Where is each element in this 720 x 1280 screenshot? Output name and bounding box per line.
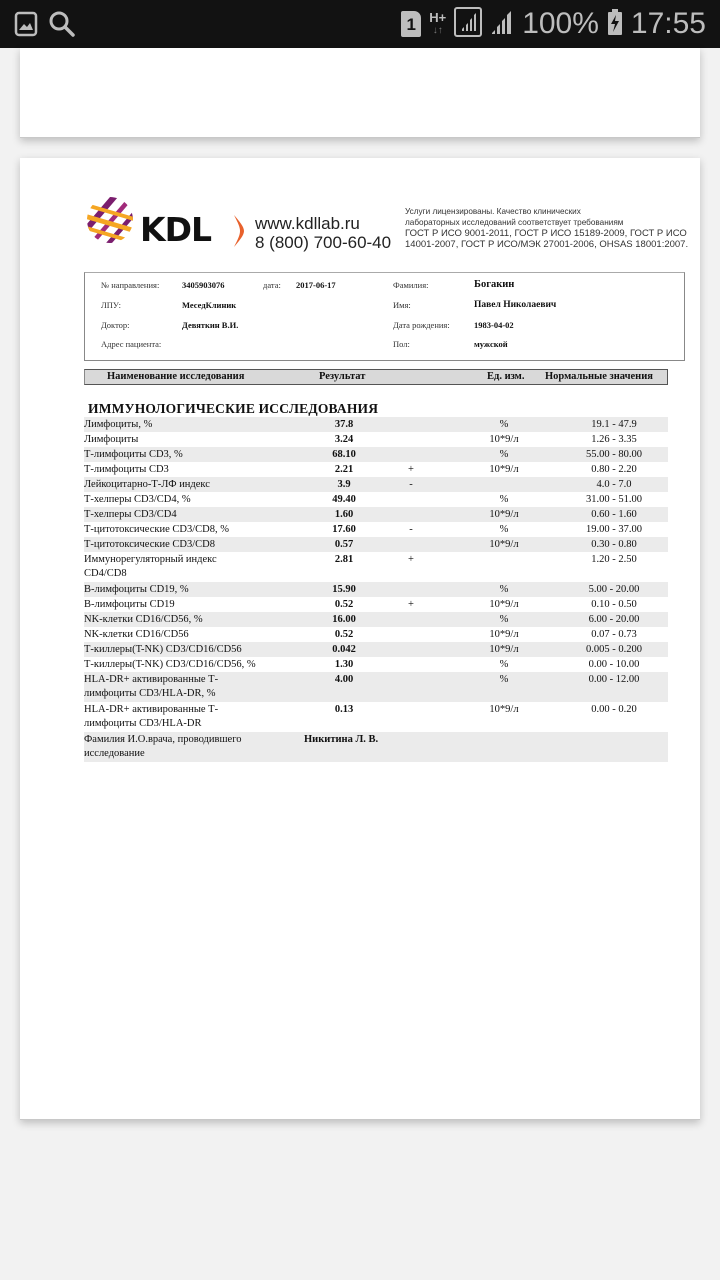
test-name: В-лимфоциты CD19 <box>84 599 175 610</box>
test-result: 49.40 <box>332 494 356 505</box>
test-name: Лейкоцитарно-Т-ЛФ индекс <box>84 479 210 490</box>
results-table <box>84 417 668 762</box>
test-name: Т-киллеры(T-NK) CD3/CD16/CD56 <box>84 644 242 655</box>
battery-charging-icon <box>607 8 623 41</box>
column-header-name: Наименование исследования <box>107 371 245 382</box>
test-result: 0.52 <box>334 599 354 610</box>
license-line: Услуги лицензированы. Качество клинических <box>405 207 581 216</box>
doctor-label-line1: Фамилия И.О.врача, проводившего <box>84 734 242 745</box>
doctor-row <box>84 732 668 762</box>
status-bar <box>0 0 720 48</box>
test-result: 1.60 <box>334 509 354 520</box>
referral-label: № направления: <box>101 280 160 290</box>
test-flag: - <box>409 524 413 535</box>
patient-info-box <box>84 272 685 361</box>
test-norm: 0.00 - 10.00 <box>588 659 640 670</box>
signal-sim1-icon <box>454 7 482 42</box>
sim-card-icon: 1 <box>401 11 421 37</box>
test-norm: 6.00 - 20.00 <box>588 614 640 625</box>
table-row <box>84 477 668 492</box>
test-norm: 0.07 - 0.73 <box>591 629 637 640</box>
table-row <box>84 552 668 582</box>
test-norm: 0.10 - 0.50 <box>591 599 637 610</box>
clock: 17:55 <box>630 7 706 40</box>
column-header-norm: Нормальные значения <box>545 371 653 382</box>
gallery-icon <box>14 11 38 42</box>
license-note <box>405 206 695 250</box>
address-label: Адрес пациента: <box>101 339 162 349</box>
test-name-line1: HLA-DR+ активированные Т- <box>84 674 219 685</box>
test-norm: 31.00 - 51.00 <box>586 494 642 505</box>
search-icon <box>48 10 76 43</box>
test-unit: 10*9/л <box>489 509 519 520</box>
test-unit: % <box>499 584 509 595</box>
column-header-result: Результат <box>319 371 366 382</box>
test-result: 17.60 <box>332 524 356 535</box>
test-unit: 10*9/л <box>489 704 519 715</box>
test-result: 2.21 <box>334 464 354 475</box>
surname-label: Фамилия: <box>393 280 429 290</box>
test-unit: % <box>499 524 509 535</box>
test-norm: 19.1 - 47.9 <box>591 419 637 430</box>
test-unit: % <box>499 419 509 430</box>
test-name: Лимфоциты, % <box>84 419 153 430</box>
table-row <box>84 702 668 732</box>
performing-doctor: Никитина Л. В. <box>304 734 379 745</box>
table-row <box>84 627 668 642</box>
kdl-globe-logo-icon <box>86 194 134 246</box>
table-row <box>84 447 668 462</box>
table-row <box>84 417 668 432</box>
contact-block <box>255 214 391 252</box>
phone-number: 8 (800) 700-60-40 <box>255 233 392 252</box>
test-name: Т-киллеры(T-NK) CD3/CD16/CD56, % <box>84 659 256 670</box>
test-norm: 19.00 - 37.00 <box>586 524 642 535</box>
test-name: Т-лимфоциты CD3 <box>84 464 169 475</box>
license-line: ГОСТ Р ИСО 9001-2011, ГОСТ Р ИСО 15189-2009, ГОСТ Р ИСО <box>405 228 687 239</box>
test-name-line2: CD4/CD8 <box>84 568 127 579</box>
test-name-line1: HLA-DR+ активированные Т- <box>84 704 219 715</box>
chevron-logo-icon <box>232 214 246 248</box>
test-result: 1.30 <box>334 659 354 670</box>
document-page-previous[interactable] <box>20 48 700 138</box>
column-header-unit: Ед. изм. <box>487 371 525 382</box>
test-norm: 1.20 - 2.50 <box>591 554 637 565</box>
test-norm: 0.00 - 0.20 <box>591 704 637 715</box>
test-name-line1: Иммунорегуляторный индекс <box>84 554 217 565</box>
date-label: дата: <box>263 280 281 290</box>
table-row <box>84 582 668 597</box>
dob-label: Дата рождения: <box>393 320 450 330</box>
dob-value: 1983-04-02 <box>474 320 514 330</box>
test-unit: % <box>499 494 509 505</box>
test-unit: 10*9/л <box>489 644 519 655</box>
test-unit: 10*9/л <box>489 629 519 640</box>
test-result: 4.00 <box>334 674 354 685</box>
name-value: Павел Николаевич <box>474 300 557 310</box>
doctor-label-line2: исследование <box>84 748 145 759</box>
test-result: 0.57 <box>334 539 354 550</box>
document-page[interactable] <box>20 158 700 1120</box>
test-norm: 4.0 - 7.0 <box>596 479 632 490</box>
test-name: В-лимфоциты CD19, % <box>84 584 189 595</box>
test-name: Т-цитотоксические CD3/CD8 <box>84 539 215 550</box>
test-unit: 10*9/л <box>489 464 519 475</box>
test-name: Лимфоциты <box>84 434 139 445</box>
test-name-line2: лимфоциты CD3/HLA-DR <box>84 718 202 729</box>
test-unit: % <box>499 614 509 625</box>
doctor-value: Девяткин В.И. <box>182 320 239 330</box>
table-row <box>84 462 668 477</box>
table-row <box>84 657 668 672</box>
test-norm: 0.00 - 12.00 <box>588 674 640 685</box>
test-name <box>84 703 284 731</box>
test-name-line2: лимфоциты CD3/HLA-DR, % <box>84 688 216 699</box>
test-result: 3.9 <box>337 479 351 490</box>
test-result: 37.8 <box>334 419 354 430</box>
table-row <box>84 672 668 702</box>
test-name: Т-цитотоксические CD3/CD8, % <box>84 524 229 535</box>
test-norm: 0.30 - 0.80 <box>591 539 637 550</box>
website-link[interactable]: www.kdllab.ru <box>255 214 360 233</box>
lpu-value: МеседКлиник <box>182 300 237 310</box>
test-result: 0.52 <box>334 629 354 640</box>
table-row <box>84 612 668 627</box>
sex-label: Пол: <box>393 339 410 349</box>
test-flag: + <box>408 554 414 565</box>
test-flag: + <box>408 599 414 610</box>
test-norm: 0.80 - 2.20 <box>591 464 637 475</box>
test-flag: - <box>409 479 413 490</box>
test-flag: + <box>408 464 414 475</box>
license-line: лабораторных исследований соответствует требованиям <box>405 218 624 227</box>
license-line: 14001-2007, ГОСТ Р ИСО/МЭК 27001-2006, OHSAS 18001:2007. <box>405 239 689 250</box>
referral-value: 3405903076 <box>182 280 225 290</box>
test-norm: 0.005 - 0.200 <box>586 644 642 655</box>
test-unit: % <box>499 674 509 685</box>
test-result: 0.042 <box>332 644 356 655</box>
signal-sim2-icon <box>490 8 514 41</box>
test-norm: 55.00 - 80.00 <box>586 449 642 460</box>
network-type-icon: H+ ↓↑ <box>429 10 447 36</box>
test-result: 0.13 <box>334 704 354 715</box>
doctor-row-label <box>84 733 284 761</box>
table-row <box>84 492 668 507</box>
table-row <box>84 597 668 612</box>
test-name: NK-клетки CD16/CD56, % <box>84 614 203 625</box>
date-value: 2017-06-17 <box>296 280 336 290</box>
test-unit: 10*9/л <box>489 434 519 445</box>
section-title: ИММУНОЛОГИЧЕСКИЕ ИССЛЕДОВАНИЯ <box>88 401 379 416</box>
table-row <box>84 507 668 522</box>
test-unit: % <box>499 449 509 460</box>
test-result: 3.24 <box>334 434 354 445</box>
battery-percent: 100% <box>522 7 599 40</box>
test-result: 68.10 <box>332 449 356 460</box>
table-row <box>84 642 668 657</box>
test-result: 2.81 <box>334 554 354 565</box>
test-unit: 10*9/л <box>489 539 519 550</box>
test-unit: % <box>499 659 509 670</box>
test-name: Т-лимфоциты CD3, % <box>84 449 183 460</box>
test-norm: 5.00 - 20.00 <box>588 584 640 595</box>
test-norm: 0.60 - 1.60 <box>591 509 637 520</box>
test-result: 16.00 <box>332 614 356 625</box>
table-row <box>84 522 668 537</box>
test-name <box>84 673 284 701</box>
table-row <box>84 432 668 447</box>
test-result: 15.90 <box>332 584 356 595</box>
test-name: Т-хелперы CD3/CD4 <box>84 509 177 520</box>
brand-name: KDL <box>140 210 211 249</box>
lpu-label: ЛПУ: <box>101 300 121 310</box>
sex-value: мужской <box>474 339 508 349</box>
test-name: Т-хелперы CD3/CD4, % <box>84 494 191 505</box>
results-table-header <box>84 369 668 385</box>
test-name: NK-клетки CD16/CD56 <box>84 629 189 640</box>
test-unit: 10*9/л <box>489 599 519 610</box>
table-row <box>84 537 668 552</box>
test-norm: 1.26 - 3.35 <box>591 434 637 445</box>
name-label: Имя: <box>393 300 411 310</box>
surname-value: Богакин <box>474 279 515 290</box>
doctor-label: Доктор: <box>101 320 130 330</box>
test-name <box>84 553 284 581</box>
